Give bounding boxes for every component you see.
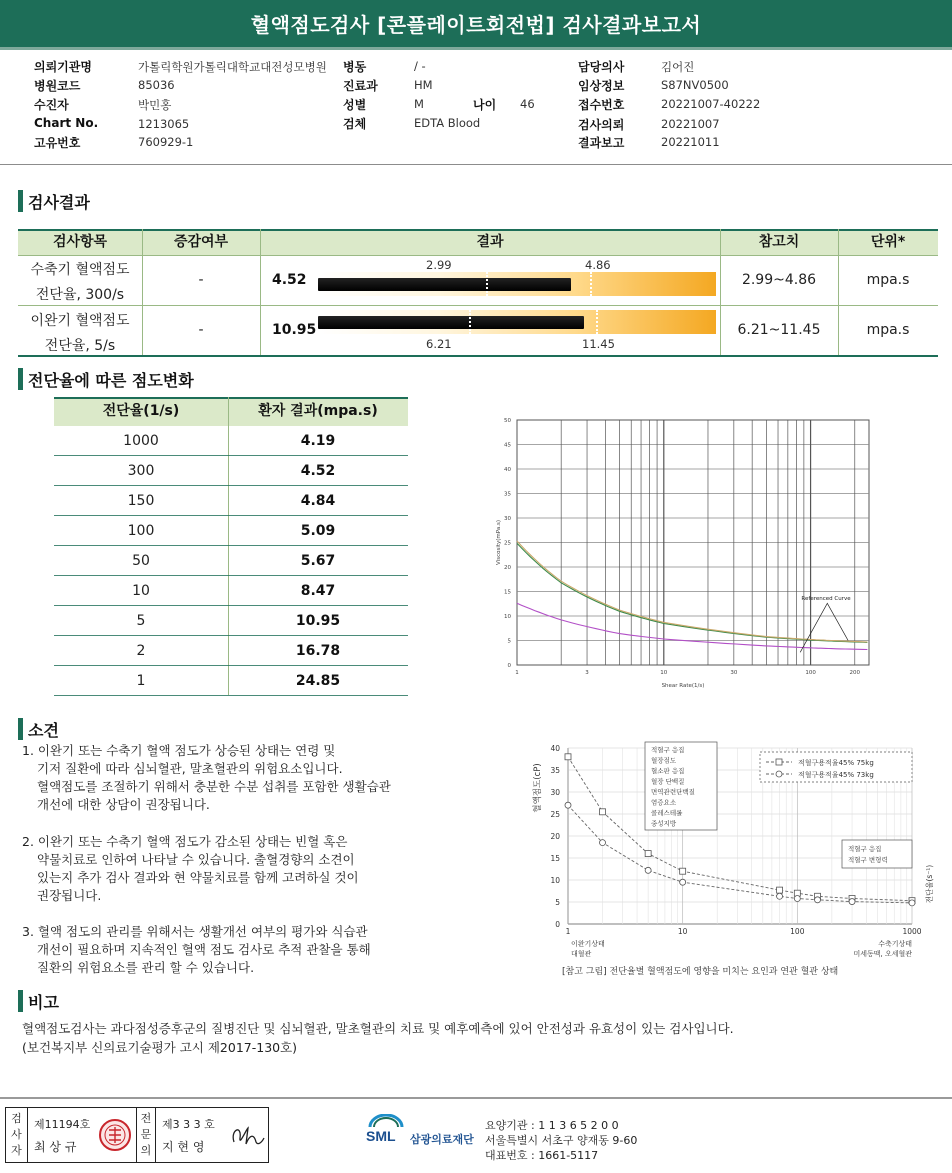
doctor-value: 김어진 — [661, 60, 695, 74]
x-left-label: 이완기상태 — [571, 940, 605, 948]
unique-no-value: 760929-1 — [138, 135, 194, 149]
doctor-label: 담당의사 — [578, 60, 625, 74]
table-bottom-line — [18, 355, 938, 357]
x-tick-label: 100 — [790, 927, 805, 936]
result-gauge — [318, 310, 716, 334]
legend-label: 적혈구용적율45% 75kg — [798, 759, 874, 767]
x-tick-label: 30 — [730, 670, 738, 676]
factor-label: 염증요소 — [651, 798, 677, 807]
y-tick-label: 20 — [504, 565, 511, 571]
remarks-section-title: 비고 — [28, 993, 59, 1012]
ward-label: 병동 — [343, 60, 367, 74]
viscosity-chart — [490, 410, 890, 694]
tester-label: 검사자 — [6, 1108, 28, 1162]
data-point — [777, 893, 783, 899]
factor-label: 혈장점도 — [651, 756, 677, 765]
result-gauge — [318, 272, 716, 296]
shear-row-divider — [54, 695, 408, 696]
x-tick-label: 3 — [585, 670, 589, 676]
factor-label: 콜레스테롤 — [651, 809, 683, 817]
data-point — [680, 879, 686, 885]
viscosity-result-cell: 24.85 — [295, 673, 341, 689]
viscosity-result-cell: 10.95 — [295, 613, 341, 629]
result-gauge-fill — [318, 316, 584, 329]
shear-rate-cell: 50 — [132, 553, 150, 569]
data-point — [777, 887, 783, 893]
viscosity-result-cell: 4.52 — [300, 463, 336, 479]
shear-rate-cell: 300 — [127, 463, 155, 479]
col-divider — [260, 229, 261, 356]
factor-label: 적혈구 변형력 — [848, 856, 888, 864]
results-header-result: 결과 — [476, 234, 504, 250]
unit: mpa.s — [866, 322, 910, 338]
y-tick-label: 10 — [550, 876, 560, 885]
shear-rate-cell: 5 — [136, 613, 146, 629]
change-indicator: - — [198, 322, 204, 338]
x-tick-label: 100 — [805, 670, 816, 676]
item-name-line2: 전단율, 5/s — [44, 338, 116, 354]
section-marker — [18, 368, 23, 390]
data-point — [680, 868, 686, 874]
finding-paragraph-1 — [22, 742, 391, 814]
remarks-line-2: (보건복지부 신의료기술평가 고시 제2017-130호) — [22, 1040, 298, 1055]
finding-paragraph-3 — [22, 923, 371, 977]
finding-line: 2. 이완기 또는 수축기 혈액 점도가 감소된 상태는 빈혈 혹은 — [22, 834, 348, 849]
address: 서울특별시 서초구 양재동 9-60 — [485, 1134, 638, 1147]
finding-line: 권장됩니다. — [37, 888, 102, 903]
shear-rate-cell: 1 — [136, 673, 146, 689]
result-value: 10.95 — [272, 322, 317, 338]
shear-section-title: 전단율에 따른 점도변화 — [28, 371, 194, 390]
y-tick-label: 5 — [555, 898, 560, 907]
data-point — [645, 867, 651, 873]
shear-header-rate: 전단율(1/s) — [102, 403, 180, 419]
chart-no-label: Chart No. — [34, 116, 99, 130]
y-tick-label: 0 — [555, 920, 560, 929]
legend-label: 적혈구용적율45% 73kg — [798, 771, 874, 779]
shear-rate-cell: 1000 — [123, 433, 159, 449]
institution-value: 가톨릭학원가톨릭대학교대전성모병원 — [138, 60, 327, 74]
shear-rate-cell: 150 — [127, 493, 155, 509]
department-value: HM — [414, 78, 433, 92]
ref-low-marker — [469, 310, 471, 334]
patient-value: 박민홍 — [138, 98, 172, 112]
specimen-label: 검체 — [343, 117, 367, 131]
viscosity-result-cell: 5.67 — [300, 553, 336, 569]
patient-label: 수진자 — [34, 98, 69, 112]
item-name-line1: 수축기 혈액점도 — [30, 262, 130, 278]
y-axis-label: 혈액점도(cP) — [533, 763, 543, 813]
receipt-no-label: 접수번호 — [578, 98, 625, 112]
finding-line: 혈액점도를 조절하기 위해서 충분한 수분 섭취를 포함한 생활습관 — [37, 779, 391, 794]
section-marker — [18, 718, 23, 740]
footer-divider — [0, 1097, 952, 1099]
factor-label: 중성지방 — [651, 819, 677, 828]
x-tick-label: 1 — [515, 670, 519, 676]
ref-low-marker — [486, 272, 488, 296]
y-tick-label: 35 — [504, 491, 511, 498]
y-tick-label: 10 — [504, 614, 511, 620]
x-tick-label: 10 — [677, 927, 688, 936]
finding-paragraph-2 — [22, 833, 359, 905]
legend-marker — [776, 759, 782, 765]
factor-label: 면역관련단백질 — [651, 788, 695, 796]
viscosity-result-cell: 16.78 — [295, 643, 341, 659]
viscosity-result-cell: 5.09 — [300, 523, 336, 539]
result-gauge-fill — [318, 278, 571, 291]
receipt-no-value: 20221007-40222 — [661, 97, 761, 111]
sex-label: 성별 — [343, 98, 367, 112]
ref-low-tick-label: 6.21 — [426, 337, 452, 351]
x-axis-label: Shear Rate(1/s) — [661, 683, 705, 689]
y-tick-label: 20 — [550, 832, 560, 841]
viscosity-result-cell: 4.84 — [300, 493, 336, 509]
results-header-unit: 단위* — [870, 234, 906, 250]
report-date-label: 결과보고 — [578, 136, 625, 150]
verifier-signature-icon — [226, 1120, 266, 1150]
logo-text: SML — [366, 1128, 396, 1144]
findings-section-title: 소견 — [28, 721, 59, 740]
y-tick-label: 30 — [550, 788, 560, 797]
y-tick-label: 25 — [504, 540, 511, 547]
factor-label: 적혈구 응집 — [848, 845, 882, 853]
ref-high-tick-label: 11.45 — [582, 337, 615, 351]
finding-line: 기저 질환에 따라 심뇌혈관, 말초혈관의 위험요소입니다. — [37, 761, 343, 776]
report-title: 혈액점도검사 [콘플레이트회전법] 검사결과보고서 — [250, 13, 702, 37]
finding-line: 있는지 추가 검사 결과와 현 약물치료를 함께 고려하실 것이 — [37, 870, 359, 885]
reference-range: 6.21~11.45 — [737, 322, 821, 338]
data-point — [815, 897, 821, 903]
data-point — [794, 895, 800, 901]
x-tick-label: 200 — [849, 670, 861, 676]
signature-box — [5, 1107, 269, 1163]
data-point — [600, 840, 606, 846]
data-point — [645, 851, 651, 857]
y-tick-label: 40 — [550, 744, 560, 753]
y-tick-label: 15 — [550, 854, 560, 863]
y-tick-label: 35 — [550, 766, 560, 775]
section-marker — [18, 190, 23, 212]
ref-high-tick-label: 4.86 — [585, 258, 611, 272]
agency-code: 요양기관 : 1 1 3 6 5 2 0 0 — [485, 1119, 619, 1132]
factor-label: 적혈구 응집 — [651, 746, 685, 754]
viscosity-result-cell: 8.47 — [300, 583, 336, 599]
x-tick-label: 10 — [660, 670, 668, 676]
results-header-change: 증감여부 — [173, 234, 229, 250]
tester-license: 제11194호 — [34, 1118, 91, 1131]
change-indicator: - — [198, 272, 204, 288]
y-tick-label: 45 — [504, 442, 511, 449]
tester-seal-icon — [98, 1118, 132, 1152]
finding-line: 약물치료로 인하여 나타날 수 있습니다. 출혈경향의 소견이 — [37, 852, 355, 867]
hospital-code-label: 병원코드 — [34, 79, 81, 93]
finding-line: 개선에 대한 상담이 권장됩니다. — [37, 797, 210, 812]
finding-line: 3. 혈액 점도의 관리를 위해서는 생활개선 여부의 평가와 식습관 — [22, 924, 368, 939]
clinical-info-value: S87NV0500 — [661, 78, 729, 92]
shear-rate-cell: 10 — [132, 583, 150, 599]
x-right-label: 수축기상태 — [878, 940, 912, 948]
item-name-line2: 전단율, 300/s — [35, 287, 125, 303]
finding-line: 1. 이완기 또는 수축기 혈액 점도가 상승된 상태는 연령 및 — [22, 743, 336, 758]
row-divider — [18, 305, 938, 306]
item-name-line1: 이완기 혈액점도 — [30, 313, 130, 329]
y2-axis-label: 전단율(s⁻¹) — [925, 864, 934, 904]
y-tick-label: 40 — [504, 467, 511, 473]
ref-high-marker — [590, 272, 592, 296]
institution-label: 의뢰기관명 — [34, 60, 92, 74]
request-date-label: 검사의뢰 — [578, 118, 625, 132]
age-value: 46 — [520, 97, 535, 111]
results-section-title: 검사결과 — [28, 193, 90, 212]
annotation-label: Referenced Curve — [801, 595, 851, 602]
data-point — [849, 899, 855, 905]
request-date-value: 20221007 — [661, 117, 720, 131]
shear-rate-cell: 2 — [136, 643, 146, 659]
tester-name: 최 상 규 — [34, 1140, 77, 1154]
reference-range: 2.99~4.86 — [741, 272, 817, 288]
unique-no-label: 고유번호 — [34, 136, 81, 150]
unit: mpa.s — [866, 272, 910, 288]
section-marker — [18, 990, 23, 1012]
shear-header-result: 환자 결과(mpa.s) — [258, 403, 378, 419]
remarks-line-1: 혈액점도검사는 과다점성증후군의 질병진단 및 심뇌혈관, 말초혈관의 치료 및 예후예측에 있어 안전성과 유효성이 있는 검사입니다. — [22, 1021, 734, 1036]
sex-value: M — [414, 97, 424, 111]
ward-value: / - — [414, 59, 426, 73]
verifier-name: 지 현 영 — [162, 1140, 205, 1154]
department-label: 진료과 — [343, 79, 378, 93]
x-left-label: 대혈관 — [571, 950, 592, 958]
hospital-code-value: 85036 — [138, 78, 175, 92]
reference-figure — [530, 740, 942, 988]
info-divider — [0, 164, 952, 165]
data-point — [600, 809, 606, 815]
y-tick-label: 15 — [504, 589, 511, 596]
y-tick-label: 30 — [504, 516, 511, 522]
shear-rate-cell: 100 — [127, 523, 155, 539]
organization-name: 삼광의료재단 — [410, 1133, 474, 1146]
phone: 대표번호 : 1661-5117 — [485, 1149, 599, 1162]
results-header-item: 검사항목 — [52, 234, 108, 250]
legend-marker — [776, 771, 782, 777]
age-label: 나이 — [473, 98, 497, 112]
report-date-value: 20221011 — [661, 135, 720, 149]
clinical-info-label: 임상정보 — [578, 79, 625, 93]
figure-caption: [참고 그림] 전단율별 혈액점도에 영향을 미치는 요인과 연관 혈관 상태 — [562, 967, 839, 977]
x-right-label: 미세동맥, 오세혈관 — [853, 950, 912, 958]
specimen-value: EDTA Blood — [414, 116, 481, 130]
x-tick-label: 1000 — [902, 927, 922, 936]
data-point — [565, 754, 571, 760]
factor-label: 혈소판 응집 — [651, 767, 685, 775]
y-tick-label: 25 — [550, 810, 560, 819]
results-header-reference: 참고치 — [758, 234, 800, 250]
y-tick-label: 5 — [507, 638, 511, 645]
factor-label: 혈장 단백질 — [651, 777, 685, 786]
finding-line: 질환의 위험요소를 관리 할 수 있습니다. — [37, 960, 255, 975]
chart-no-value: 1213065 — [138, 117, 190, 131]
viscosity-result-cell: 4.19 — [300, 433, 336, 449]
x-tick-label: 1 — [565, 927, 571, 936]
y-tick-label: 50 — [504, 418, 511, 424]
y-axis-label: Viscosity(mPa.s) — [496, 520, 502, 565]
result-value: 4.52 — [272, 272, 307, 288]
ref-high-marker — [596, 310, 598, 334]
data-point — [565, 802, 571, 808]
verifier-label: 전문의 — [136, 1108, 156, 1162]
verifier-license: 제3 3 3 호 — [162, 1118, 215, 1131]
data-point — [909, 900, 915, 906]
finding-line: 개선이 필요하며 지속적인 혈액 점도 검사로 추적 관찰을 통해 — [37, 942, 371, 957]
ref-low-tick-label: 2.99 — [426, 258, 452, 272]
y-tick-label: 0 — [507, 663, 511, 669]
